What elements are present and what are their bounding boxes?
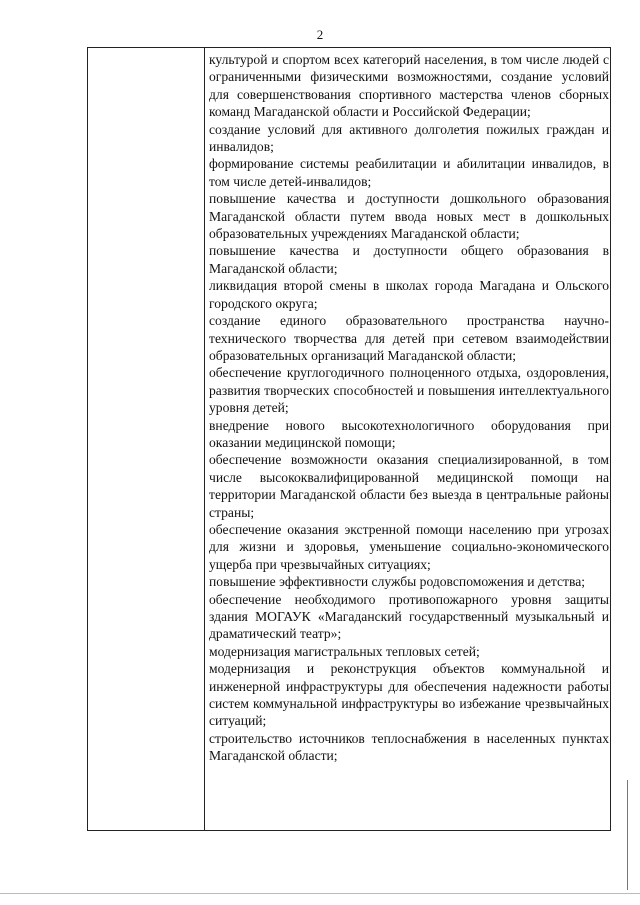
scan-edge-line: [627, 780, 628, 890]
list-item: обеспечение круглогодичного полноценного отдыха, оздоровления, развития творческих способностей и повышения интеллектуального уровня детей;: [209, 365, 609, 416]
list-item: повышение эффективности службы родовспоможения и детства;: [209, 574, 586, 590]
list-item: внедрение нового высокотехнологичного оборудования при оказании медицинской помощи;: [209, 417, 609, 450]
list-item: модернизация и реконструкция объектов коммунальной и инженерной инфраструктуры для обеспечения надежности работы систем коммунальной инфраструктуры во избежание чрезвычайных ситуаций;: [209, 661, 609, 729]
list-item: обеспечение оказания экстренной помощи населению при угрозах для жизни и здоровья, уменьшение социально-экономического ущерба при чрезвычайных ситуациях;: [209, 521, 609, 572]
list-item: повышение качества и доступности общего образования в Магаданской области;: [209, 243, 609, 276]
list-item: создание условий для активного долголетия пожилых граждан и инвалидов;: [209, 121, 609, 155]
table-text-cell: [209, 51, 609, 765]
table-column-divider: [204, 47, 205, 831]
list-item: повышение качества и доступности дошкольного образования Магаданской области путем ввода новых мест в дошкольных образовательных учреждениях Магаданской области;: [209, 191, 609, 242]
list-item: культурой и спортом всех категорий населения, в том числе людей с ограниченными физическими возможностями, создание условий для совершенствования спортивного мастерства членов сборных команд Магаданской области и Российской Федерации;: [209, 52, 609, 120]
list-item: обеспечение необходимого противопожарного уровня защиты здания МОГАУК «Магаданский государственный музыкальный и драматический театр»;: [209, 591, 609, 642]
list-item: модернизация магистральных тепловых сетей;: [209, 643, 480, 659]
page-number: 2: [316, 27, 324, 42]
scan-bottom-edge: [0, 893, 640, 894]
list-item: формирование системы реабилитации и абилитации инвалидов, в том числе детей-инвалидов;: [209, 156, 609, 189]
list-item: ликвидация второй смены в школах города Магадана и Ольского городского округа;: [209, 278, 609, 311]
list-item: обеспечение возможности оказания специализированной, в том числе высококвалифицированной медицинской помощи на территории Магаданской области без выезда в центральные районы страны;: [209, 452, 609, 520]
list-item: создание единого образовательного пространства научно-технического творчества для детей при сетевом взаимодействии образовательных организаций Магаданской области;: [209, 313, 609, 363]
list-item: строительство источников теплоснабжения в населенных пунктах Магаданской области;: [209, 730, 609, 764]
